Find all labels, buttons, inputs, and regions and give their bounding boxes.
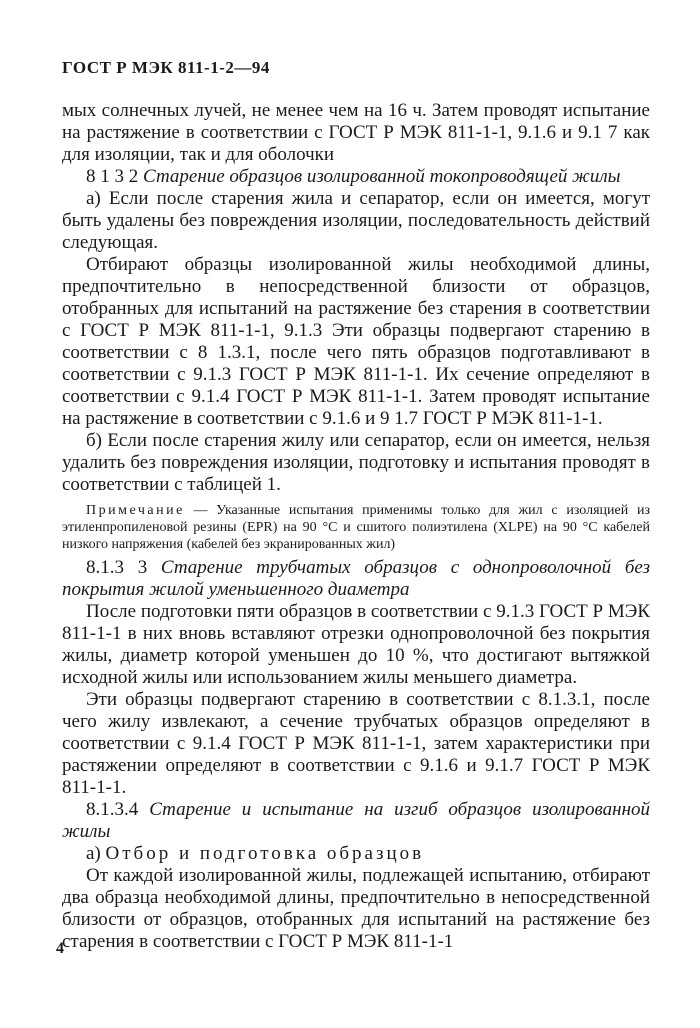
subsection-prefix: а) <box>86 843 101 864</box>
section-number: 8.1.3.4 <box>86 799 139 820</box>
paragraph-sample-selection: От каждой изолированной жилы, подлежащей испытанию, отбирают два образца необходимой длины, предпочтительно в непосредственной близости от образцов, отобранных для испытаний на растяжение без старения в соответствии с ГОСТ Р МЭК 811-1-1 <box>62 865 650 952</box>
section-8-1-3-4-heading <box>62 799 650 843</box>
paragraph-aging: Эти образцы подвергают старению в соответствии с 8.1.3.1, после чего жилу извлекают, а сечение трубчатых образцов определяют в соответствии с 9.1.4 ГОСТ Р МЭК 811-1-1, затем характеристики при растяжении определяют в соответствии с 9.1.6 и 9.1.7 ГОСТ Р МЭК 811-1-1. <box>62 689 650 798</box>
section-title: Старение образцов изолированной токопроводящей жилы <box>143 166 621 187</box>
paragraph-sampling: Отбирают образцы изолированной жилы необходимой длины, предпочтительно в непосредственной близости от образцов, отобранных для испытаний на растяжение без старения в соответствии с ГОСТ Р МЭК 811-1-1, 9.1.3 Эти образцы подвергают старению в соответствии с 8 1.3.1, после чего пять образцов подготавливают в соответствии с 9.1.3 ГОСТ Р МЭК 811-1-1. Их сечение определяют в соответствии с 9.1.4 ГОСТ Р МЭК 811-1-1. Затем проводят испытание на растяжение в соответствии с 9.1.6 и 9 1.7 ГОСТ Р МЭК 811-1-1. <box>62 254 650 429</box>
section-title: Старение трубчатых образцов с однопроволочной без покрытия жилой уменьшенного диаметра <box>62 557 650 600</box>
note <box>62 502 650 553</box>
section-8-1-3-2-heading <box>62 166 650 188</box>
paragraph-item-b: б) Если после старения жилу или сепаратор, если он имеется, нельзя удалить без повреждения изоляции, подготовку и испытания проводят в соответствии с таблицей 1. <box>62 430 650 495</box>
document-body <box>62 100 650 953</box>
paragraph-item-a: а) Если после старения жила и сепаратор, если он имеется, могут быть удалены без повреждения изоляции, последовательность действий следующая. <box>62 188 650 253</box>
page-number: 4 <box>56 940 64 957</box>
paragraph-preparation: После подготовки пяти образцов в соответствии с 9.1.3 ГОСТ Р МЭК 811-1-1 в них вновь вставляют отрезки однопроволочной без покрытия жилы, диаметр которой уменьшен до 10 %, что достигают вытяжкой исходной жилы или использованием жилы меньшего диаметра. <box>62 601 650 688</box>
section-title: Старение и испытание на изгиб образцов изолированной жилы <box>62 799 651 842</box>
subsection-a-heading <box>62 843 650 865</box>
section-8-1-3-3-heading <box>62 557 650 601</box>
section-number: 8.1.3 3 <box>86 557 148 578</box>
note-label: Примечание <box>86 503 185 518</box>
document-header: ГОСТ Р МЭК 811-1-2—94 <box>62 58 270 77</box>
paragraph-continuation: мых солнечных лучей, не менее чем на 16 ч. Затем проводят испытание на растяжение в соответствии с ГОСТ Р МЭК 811-1-1, 9.1.6 и 9.1 7 как для изоляции, так и для оболочки <box>62 100 650 165</box>
subsection-title: Отбор и подготовка образцов <box>105 843 425 864</box>
section-number: 8 1 3 2 <box>86 166 139 187</box>
note-text: — Указанные испытания применимы только для жил с изоляцией из этиленпропиленовой резины (EPR) на 90 °С и сшитого полиэтилена (XLPE) на 90 °С кабелей низкого напряжения (кабелей без экранированных жил) <box>62 503 650 552</box>
